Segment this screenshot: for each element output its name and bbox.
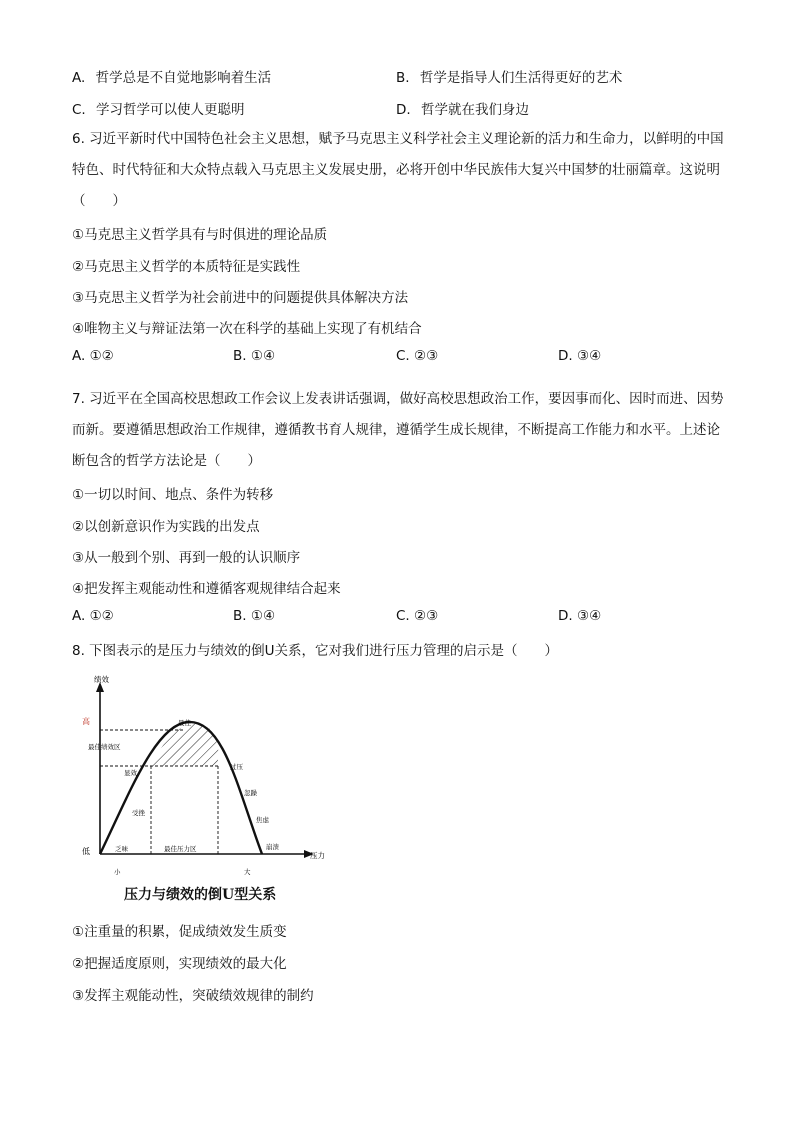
overstress-label: 过压 — [230, 763, 243, 771]
option-label: A. — [72, 70, 86, 86]
q7-option-a: A. ①② — [72, 608, 114, 624]
q8-stem: 8. 下图表示的是压力与绩效的倒U关系，它对我们进行压力管理的启示是（ ） — [72, 643, 559, 659]
q5-option-c — [72, 98, 245, 118]
frustrated-label: 焦虑 — [256, 816, 269, 824]
q5-option-b — [396, 66, 622, 86]
option-text: 哲学总是不自觉地影响着生活 — [95, 70, 272, 86]
big-label: 大 — [244, 868, 251, 876]
q6-item-3: ③马克思主义哲学为社会前进中的问题提供具体解决方法 — [72, 290, 409, 306]
q7-item-4: ④把发挥主观能动性和遵循客观规律结合起来 — [72, 581, 341, 597]
figure-caption: 压力与绩效的倒U型关系 — [124, 887, 277, 903]
anxiety-label: 忽躁 — [244, 789, 257, 797]
q8-item-2: ②把握适度原则，实现绩效的最大化 — [72, 956, 287, 972]
option-label: C. — [72, 102, 86, 118]
q6-item-2: ②马克思主义哲学的本质特征是实践性 — [72, 259, 301, 275]
option-label: B. — [396, 70, 410, 86]
q6-item-4: ④唯物主义与辩证法第一次在科学的基础上实现了有机结合 — [72, 321, 422, 337]
y-axis-label: 绩效 — [94, 675, 109, 684]
q7-item-3: ③从一般到个别、再到一般的认识顺序 — [72, 550, 301, 566]
high-label: 高 — [82, 717, 90, 726]
q7-item-2: ②以创新意识作为实践的出发点 — [72, 519, 260, 535]
small-label: 小 — [114, 868, 121, 876]
dull-label: 乏味 — [115, 845, 128, 853]
x-axis-label: 压力 — [310, 851, 325, 860]
q5-option-a — [72, 66, 271, 86]
q8-item-3: ③发挥主观能动性，突破绩效规律的制约 — [72, 988, 314, 1004]
low-label: 低 — [82, 847, 90, 856]
q7-option-d: D. ③④ — [558, 608, 602, 624]
option-text: 哲学就在我们身边 — [420, 102, 529, 118]
q6-option-c: C. ②③ — [396, 348, 439, 364]
option-text: 学习哲学可以使人更聪明 — [96, 102, 245, 118]
q6-option-b: B. ①④ — [233, 348, 276, 364]
q7-item-1: ①一切以时间、地点、条件为转移 — [72, 487, 274, 503]
q6-option-d: D. ③④ — [558, 348, 602, 364]
peak-label: 最佳 — [178, 719, 191, 727]
option-text: 哲学是指导人们生活得更好的艺术 — [419, 70, 623, 86]
efficient-label: 显效 — [124, 769, 137, 777]
collapse-label: 崩溃 — [266, 843, 279, 851]
q6-item-1: ①马克思主义哲学具有与时俱进的理论品质 — [72, 227, 328, 243]
q7-stem: 7. 习近平在全国高校思想政工作会议上发表讲话强调，做好高校思想政治工作，要因事而化、因时而进、因势而新。要遵循思想政治工作规律，遵循教书育人规律，遵循学生成长规律，不断提高工作能力和水平。上述论断包含的哲学方法论是（ ） — [72, 391, 724, 469]
q5-option-d — [396, 98, 529, 118]
q6-option-a: A. ①② — [72, 348, 114, 364]
inverted-u-figure — [78, 672, 334, 878]
q7-option-b: B. ①④ — [233, 608, 276, 624]
best-pressure-label: 最佳压力区 — [164, 845, 197, 853]
q8-item-1: ①注重量的积累，促成绩效发生质变 — [72, 924, 287, 940]
best-zone-label: 最佳绩效区 — [88, 743, 121, 751]
option-label: D. — [396, 102, 411, 118]
q6-stem: 6. 习近平新时代中国特色社会主义思想，赋予马克思主义科学社会主义理论新的活力和生命力，以鲜明的中国特色、时代特征和大众特点载入马克思主义发展史册，必将开创中华民族伟大复兴中国梦的壮丽篇章。这说明（ ） — [72, 131, 724, 209]
q7-option-c: C. ②③ — [396, 608, 439, 624]
fatigue-label: 受挫 — [132, 809, 145, 817]
